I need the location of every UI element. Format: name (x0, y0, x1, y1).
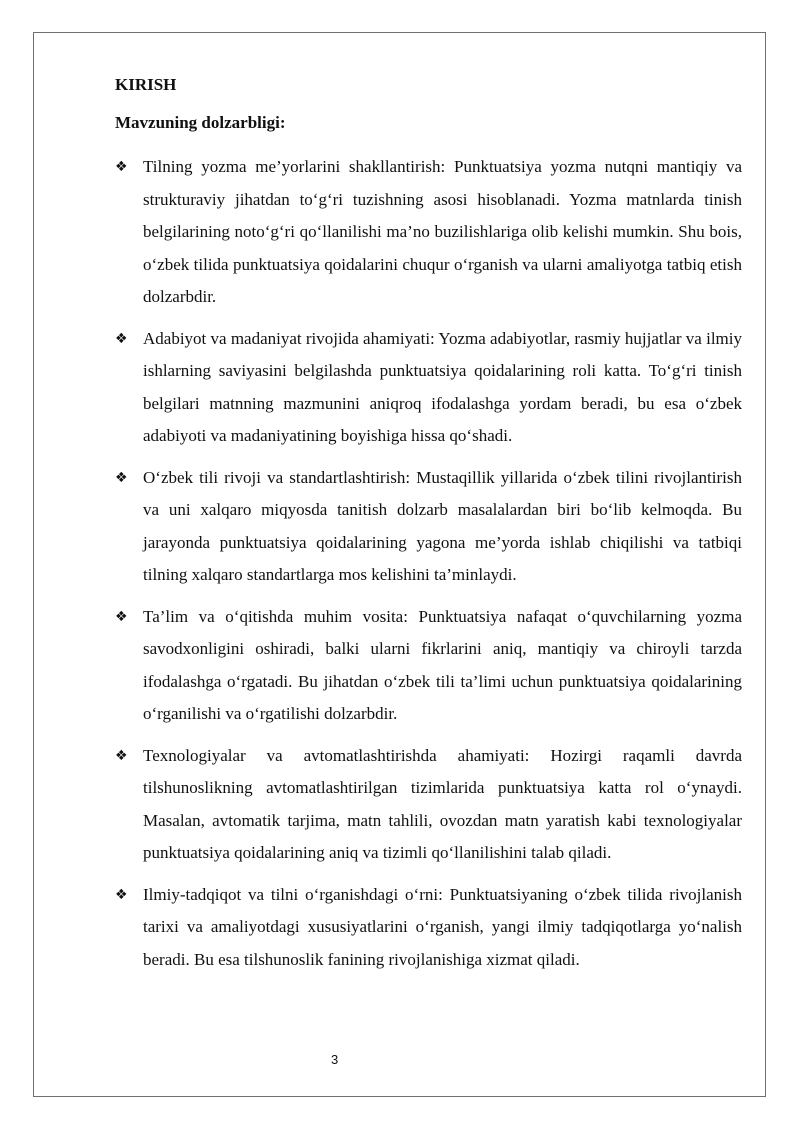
bullet-item (115, 323, 742, 453)
bullet-item-text: O‘zbek tili rivoji va standartlashtirish: Mustaqillik yillarida o‘zbek tilini rivojlantirish va uni xalqaro miqyosda tanitish dolzarb masalalardan biri bo‘lib kelmoqda. Bu jarayonda punktuatsiya qoidalarining yagona me’yorda ishlab chiqilishi va tatbiqi tilning xalqaro standartlarga mos kelishini ta’minlaydi. (143, 467, 742, 584)
bullet-item (115, 151, 742, 314)
bullet-item-text: Texnologiyalar va avtomatlashtirishda ahamiyati: Hozirgi raqamli davrda tilshunoslikning avtomatlashtirilgan tizimlarida punktuatsiya katta rol o‘ynaydi. Masalan, avtomatik tarjima, matn tahlili, ovozdan matn yaratish kabi texnologiyalar punktuatsiya qoidalarining aniq va tizimli qo‘llanilishini talab qiladi. (143, 745, 742, 862)
four-diamond-bullet-icon: ❖ (115, 747, 128, 764)
bullet-item-text: Tilning yozma me’yorlarini shakllantirish: Punktuatsiya yozma nutqni mantiqiy va strukturaviy jihatdan to‘g‘ri tuzishning asosi hisoblanadi. Yozma matnlarda tinish belgilarining noto‘g‘ri qo‘llanilishi ma’no buzilishlariga olib kelishi mumkin. Shu bois, o‘zbek tilida punktuatsiya qoidalarini chuqur o‘rganish va ularni amaliyotga tatbiq etish dolzarbdir. (143, 157, 742, 306)
four-diamond-bullet-icon: ❖ (115, 330, 128, 347)
four-diamond-bullet-icon: ❖ (115, 159, 128, 175)
four-diamond-bullet-icon: ❖ (115, 469, 128, 486)
four-diamond-bullet-icon: ❖ (115, 608, 128, 625)
four-diamond-bullet-icon: ❖ (115, 886, 128, 903)
bullet-item-text: Adabiyot va madaniyat rivojida ahamiyati: Yozma adabiyotlar, rasmiy hujjatlar va ilmiy ishlarning saviyasini belgilashda punktuatsiya qoidalarining roli katta. To‘g‘ri tinish belgilari matnning mazmunini aniqroq ifodalashga yordam beradi, bu esa o‘zbek adabiyoti va madaniyatining boyishiga hissa qo‘shadi. (143, 328, 742, 445)
bullet-item (115, 879, 742, 977)
bullet-item-text: Ta’lim va o‘qitishda muhim vosita: Punktuatsiya nafaqat o‘quvchilarning yozma savodxonligini oshiradi, balki ularni fikrlarini aniq, mantiqiy va chiroyli tarzda ifodalashga o‘rgatadi. Bu jihatdan o‘zbek tili ta’limi uchun punktuatsiya qoidalarining o‘rganilishi va o‘rgatilishi dolzarbdir. (143, 606, 742, 723)
bullet-item-text: Ilmiy-tadqiqot va tilni o‘rganishdagi o‘rni: Punktuatsiyaning o‘zbek tilida rivojlanish tarixi va amaliyotdagi xususiyatlarini o‘rganish, yangi ilmiy tadqiqotlarga yo‘nalish beradi. Bu esa tilshunoslik fanining rivojlanishiga xizmat qiladi. (143, 884, 742, 969)
document-heading: KIRISH (115, 75, 177, 94)
document-body (115, 74, 742, 985)
bullet-item (115, 740, 742, 870)
page-number: 3 (331, 1052, 339, 1067)
document-subheading: Mavzuning dolzarbligi: (115, 113, 286, 132)
bullet-item (115, 601, 742, 731)
bullet-item (115, 462, 742, 592)
